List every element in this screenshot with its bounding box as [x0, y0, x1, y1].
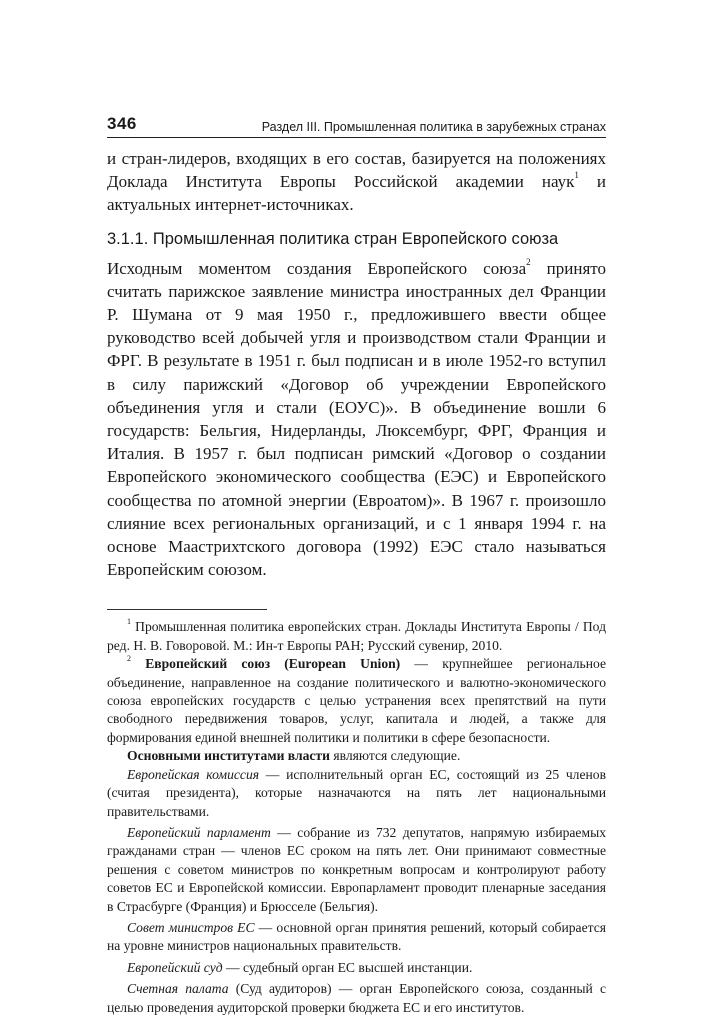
footnote-2 — [107, 655, 606, 747]
council-term: Совет министров ЕС — [127, 919, 255, 935]
footnote-2-number: 2 — [127, 654, 131, 664]
court-term: Европейский суд — [127, 959, 223, 975]
main-text-end: принято считать парижское заявление министра иностранных дел Франции Р. Шумана от 9 мая 1950 г., предложившего ввести общее руководство всей добычей угля и производством стали Франции и ФРГ. В результате в 1951 г. был подписан и в июле 1952-го вступил в силу парижский «Договор об учреждении Европейского объединения угля и стали (ЕОУС)». В объединение вошли 6 государств: Бельгия, Нидерланды, Люксембург, ФРГ, Франция и Италия. В 1957 г. был подписан римский «Договор о создании Европейского экономического сообщества (ЕЭС) и Европейского сообщества по атомной энергии (Евроатом)». В 1967 г. произошло слияние всех региональных организаций, и с 1 января 1994 г. на основе Маастрихтского договора (1992) ЕЭС стало называться Европейским союзом. — [107, 258, 606, 580]
institutions-lead: Основными институтами власти — [127, 748, 330, 764]
main-text: Исходным моментом создания Европейского союза — [107, 258, 527, 278]
intro-text-end: и актуальных интернет-источниках. — [107, 172, 606, 215]
section-title: 3.1.1. Промышленная политика стран Европейского союза — [107, 229, 559, 248]
footnote-1-number: 1 — [127, 617, 131, 627]
footnote-divider — [107, 609, 267, 610]
institutions-text: являются следующие. — [329, 748, 461, 764]
footnote-2-term: Европейский союз (European Union) — [145, 656, 401, 672]
book-page — [107, 108, 606, 1020]
commission-term: Европейская комиссия — [127, 766, 260, 782]
running-title: Раздел III. Промышленная политика в зарубежных странах — [261, 120, 606, 134]
commission-text: — исполнительный орган ЕС, состоящий из 25 членов (считая президента), которые назначаются на пять лет национальными правительствами. — [107, 766, 606, 819]
footnote-1 — [107, 618, 606, 655]
audit-term: Счетная палата — [127, 981, 229, 997]
parliament-entry — [107, 824, 606, 916]
council-entry — [107, 919, 606, 956]
institutions-intro — [107, 747, 606, 765]
council-text: — основной орган принятия решений, который собирается на уровне министров национальных правительств. — [107, 919, 606, 954]
parliament-term: Европейский парламент — [127, 824, 271, 840]
footnote-2-text: — крупнейшее региональное объединение, направленное на создание политического и валютно-экономического союза европейских государств с целью устранения всех препятствий на пути свободного передвижения товаров, услуг, капитала и людей, а также для формирования единой внешней политики и политики в сфере безопасности. — [107, 656, 606, 745]
commission-entry — [107, 766, 606, 821]
page-header — [107, 108, 606, 138]
footnote-ref-2: 2 — [526, 256, 531, 267]
footnote-ref-1: 1 — [574, 170, 579, 181]
court-text: — судебный орган ЕС высшей инстанции. — [222, 959, 473, 975]
audit-entry — [107, 980, 606, 1017]
parliament-text: — собрание из 732 депутатов, напрямую избираемых гражданами стран — членов ЕС сроком на пять лет. Они принимают совместные решения с советом министров по конкретным вопросам и контролируют работу советов ЕС и Европейской комиссии. Европарламент проводит пленарные заседания в Страсбурге (Франция) и Брюсселе (Бельгия). — [107, 824, 607, 914]
footnote-1-text: Промышленная политика европейских стран. Доклады Института Европы / Под ред. Н. В. Говоровой. М.: Ин-т Европы РАН; Русский сувенир, 2010. — [107, 619, 606, 653]
page-number: 346 — [107, 114, 137, 133]
court-entry — [107, 959, 606, 977]
intro-paragraph — [107, 147, 606, 217]
main-paragraph — [107, 257, 606, 582]
intro-text: и стран-лидеров, входящих в его состав, базируется на положениях Доклада Института Европы Российской академии наук — [107, 149, 606, 192]
audit-text: (Суд аудиторов) — орган Европейского союза, созданный с целью проведения аудиторской проверки бюджета ЕС и его институтов. — [107, 981, 607, 1015]
